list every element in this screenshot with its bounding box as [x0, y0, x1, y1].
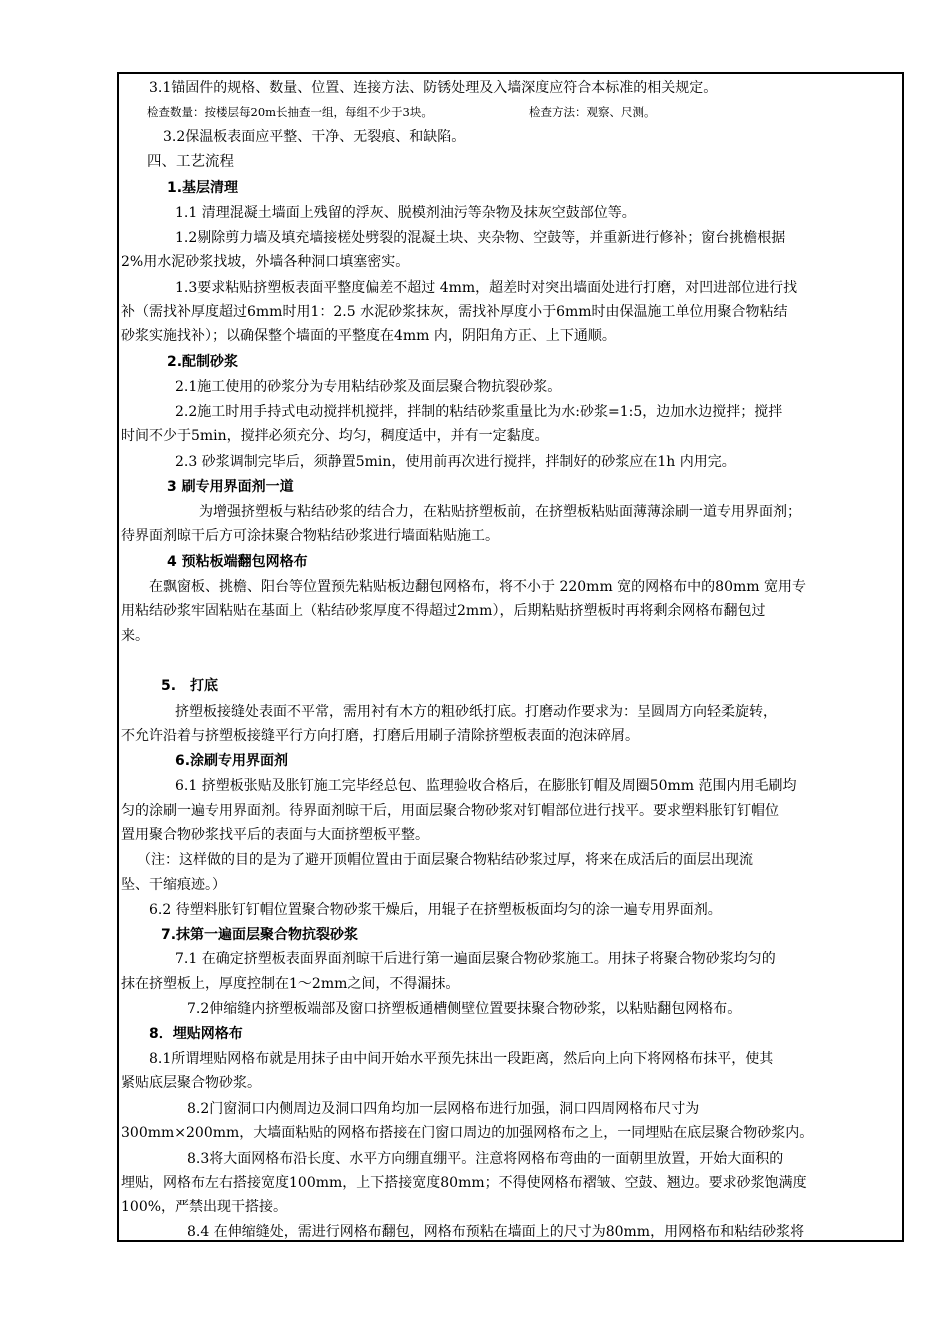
section-heading: 四、工艺流程 [147, 154, 234, 170]
text-line: 在飘窗板、挑檐、阳台等位置预先粘贴板边翻包网格布，将不小于 220mm 宽的网格布中的80mm 宽用专 [149, 579, 806, 595]
text-line: 抹在挤塑板上，厚度控制在1～2mm之间，不得漏抹。 [121, 976, 460, 992]
text-line: 3.1锚固件的规格、数量、位置、连接方法、防锈处理及入墙深度应符合本标准的相关规定。 [149, 80, 718, 96]
text-line: 8.2门窗洞口内侧周边及洞口四角均加一层网格布进行加强，洞口四周网格布尺寸为 [187, 1101, 700, 1117]
text-line: （注：这样做的目的是为了避开顶帽位置由于面层聚合物粘结砂浆过厚，将来在成活后的面层出现流 [137, 852, 753, 868]
text-line: 8.1所谓埋贴网格布就是用抹子由中间开始水平预先抹出一段距离，然后向上向下将网格布抹平，使其 [149, 1051, 774, 1067]
text-line: 7.2伸缩缝内挤塑板端部及窗口挤塑板通槽侧壁位置要抹聚合物砂浆，以粘贴翻包网格布。 [187, 1001, 742, 1017]
text-line: 检查数量：按楼层每20m长抽查一组，每组不少于3块。 [147, 105, 433, 119]
text-line: 1.3要求粘贴挤塑板表面平整度偏差不超过 4mm，超差时对突出墙面处进行打磨，对凹进部位进行找 [175, 280, 798, 296]
text-line: 3.2保温板表面应平整、干净、无裂痕、和缺陷。 [163, 129, 466, 145]
step-heading: 7.抹第一遍面层聚合物抗裂砂浆 [161, 927, 359, 943]
text-line: 来。 [121, 628, 149, 644]
step-heading: 1.基层清理 [167, 180, 239, 196]
text-line: 8.3将大面网格布沿长度、水平方向绷直绷平。注意将网格布弯曲的一面朝里放置，开始大面积的 [187, 1151, 784, 1167]
text-line: 不允许沿着与挤塑板接缝平行方向打磨，打磨后用刷子清除挤塑板表面的泡沫碎屑。 [121, 728, 639, 744]
text-line: 2.3 砂浆调制完毕后，须静置5min，使用前再次进行搅拌，拌制好的砂浆应在1h 内用完。 [175, 454, 736, 470]
step-heading: 3 刷专用界面剂一道 [167, 479, 294, 495]
text-line: 用粘结砂浆牢固粘贴在基面上（粘结砂浆厚度不得超过2mm），后期粘贴挤塑板时再将剩余网格布翻包过 [121, 603, 766, 619]
text-line: 1.1 清理混凝土墙面上残留的浮灰、脱模剂油污等杂物及抹灰空鼓部位等。 [175, 205, 636, 221]
text-line: 6.2 待塑料胀钉钉帽位置聚合物砂浆干燥后，用辊子在挤塑板板面均匀的涂一遍专用界面剂。 [149, 902, 722, 918]
text-line: 2.1施工使用的砂浆分为专用粘结砂浆及面层聚合物抗裂砂浆。 [175, 379, 562, 395]
text-line: 紧贴底层聚合物砂浆。 [121, 1075, 261, 1091]
text-line: 补（需找补厚度超过6mm时用1：2.5 水泥砂浆抹灰，需找补厚度小于6mm时由保温施工单位用聚合物粘结 [121, 304, 788, 320]
text-line: 100%，严禁出现干搭接。 [121, 1199, 288, 1215]
text-line: 挤塑板接缝处表面不平常，需用衬有木方的粗砂纸打底。打磨动作要求为：呈圆周方向轻柔旋转， [175, 704, 777, 720]
text-line: 2.2施工时用手持式电动搅拌机搅拌，拌制的粘结砂浆重量比为水:砂浆=1:5，边加水边搅拌；搅拌 [175, 404, 783, 420]
text-line: 300mm×200mm，大墙面粘贴的网格布搭接在门窗口周边的加强网格布之上，一同埋贴在底层聚合物砂浆内。 [121, 1125, 814, 1141]
text-line: 1.2剔除剪力墙及填充墙接槎处劈裂的混凝土块、夹杂物、空鼓等，并重新进行修补；窗台挑檐根据 [175, 230, 786, 246]
step-heading: 8．埋贴网格布 [149, 1026, 243, 1042]
text-line: 砂浆实施找补）；以确保整个墙面的平整度在4mm 内，阴阳角方正、上下通顺。 [121, 328, 616, 344]
text-line: 置用聚合物砂浆找平后的表面与大面挤塑板平整。 [121, 827, 429, 843]
document-frame [117, 72, 904, 1242]
step-heading: 4 预粘板端翻包网格布 [167, 554, 308, 570]
text-line: 待界面剂晾干后方可涂抹聚合物粘结砂浆进行墙面粘贴施工。 [121, 528, 499, 544]
text-line: 7.1 在确定挤塑板表面界面剂晾干后进行第一遍面层聚合物砂浆施工。用抹子将聚合物砂浆均匀的 [175, 951, 776, 967]
step-heading: 5. 打底 [161, 678, 219, 694]
step-heading: 6.涂刷专用界面剂 [175, 753, 289, 769]
text-line: 检查方法：观察、尺测。 [529, 105, 656, 119]
text-line: 8.4 在伸缩缝处，需进行网格布翻包，网格布预粘在墙面上的尺寸为80mm，用网格布和粘结砂浆将 [187, 1224, 805, 1240]
text-line: 6.1 挤塑板张贴及胀钉施工完毕经总包、监理验收合格后，在膨胀钉帽及周圈50mm 范围内用毛刷均 [175, 778, 797, 794]
text-line: 匀的涂刷一遍专用界面剂。待界面剂晾干后，用面层聚合物砂浆对钉帽部位进行找平。要求塑料胀钉钉帽位 [121, 803, 779, 819]
step-heading: 2.配制砂浆 [167, 354, 239, 370]
text-line: 埋贴，网格布左右搭接宽度100mm，上下搭接宽度80mm；不得使网格布褶皱、空鼓、翘边。要求砂浆饱满度 [121, 1175, 807, 1191]
text-line: 为增强挤塑板与粘结砂浆的结合力，在粘贴挤塑板前，在挤塑板粘贴面薄薄涂刷一道专用界面剂； [199, 504, 801, 520]
text-line: 坠、干缩痕迹。） [121, 877, 226, 893]
text-line: 时间不少于5min，搅拌必须充分、均匀，稠度适中，并有一定黏度。 [121, 428, 549, 444]
text-line: 2%用水泥砂浆找坡，外墙各种洞口填塞密实。 [121, 254, 410, 270]
